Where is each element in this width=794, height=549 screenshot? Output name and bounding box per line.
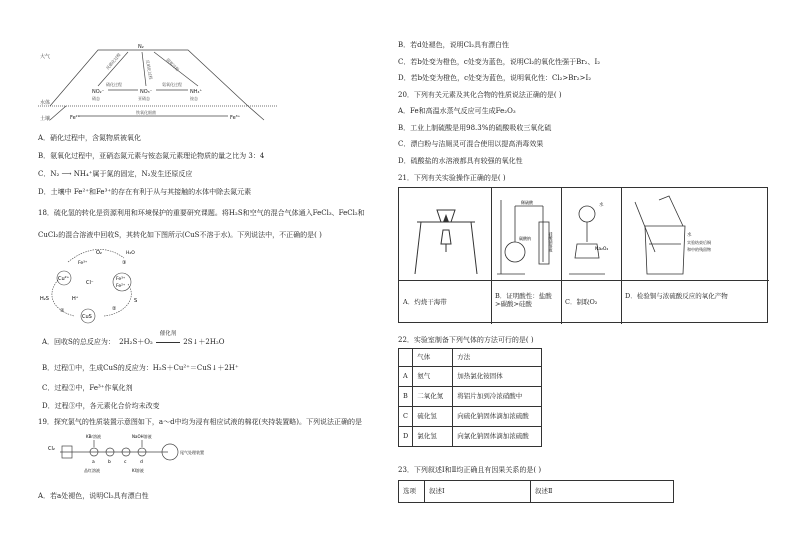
- q19-stem: 19．探究氯气的性质装置示意图如下，a～d中均为浸有相应试液的棉花(夹持装置略)。下列说法正确的是: [38, 418, 363, 426]
- q17-option-b: B．氨氧化过程中，亚硝态氮元素与铵态氮元素理论物质的量之比为 3：4: [38, 152, 265, 160]
- q18-option-a-arrow: [155, 331, 181, 347]
- label-fe-oxidation: 铁氧化细菌: [136, 110, 156, 115]
- q22-header-cell: [399, 349, 413, 367]
- label-nh4-water: NH₄⁺: [190, 89, 203, 95]
- q17-option-a: A．硝化过程中，含氮物质被氧化: [38, 134, 142, 142]
- apparatus-outlet: 尾气处理装置: [180, 450, 204, 455]
- label-soil: 土壤: [40, 116, 51, 122]
- q22-header-row: [399, 349, 542, 367]
- q21-d-water: 水: [687, 233, 692, 238]
- label-reverse: 反硝化过程: [145, 59, 154, 80]
- q19-option-b: B．若d处褪色，说明Cl₂具有漂白性: [398, 41, 510, 49]
- q18-option-b: B．过程①中，生成CuS的反应为：H₂S＋Cu²⁺＝CuS↓＋2H⁺: [42, 364, 239, 372]
- q22-row: [399, 367, 542, 387]
- q21-option-b: B．证明酸性：盐酸>碳酸>硅酸: [495, 292, 552, 309]
- q21-option-c: C．制取O₂: [565, 298, 598, 306]
- label-anammox: 氨氧化过程: [162, 82, 182, 87]
- q22-row: [399, 407, 542, 427]
- label-fe3: Fe³⁺: [230, 115, 241, 121]
- cycle-step-2: ②: [112, 306, 117, 312]
- q22-row: [399, 427, 542, 447]
- q23-header-cell: 叙述Ⅰ: [425, 481, 531, 503]
- q17-option-c: C．N₂ ⟶ NH₄⁺属于氮的固定，N₂发生还原反应: [38, 170, 193, 178]
- q22-cell: 氯化氢: [413, 427, 453, 447]
- label-fe2: Fe²⁺: [70, 115, 81, 121]
- q23-header-row: [399, 481, 674, 503]
- q18-option-a-reactants: 2H₂S＋O₂: [119, 338, 153, 346]
- apparatus-naoh: NaOH溶液: [132, 434, 152, 439]
- q21-b-sil: 硅酸钠溶液: [548, 232, 554, 252]
- q21-b-salt: 碳酸钠: [519, 236, 531, 241]
- apparatus-a: a: [92, 460, 95, 465]
- cycle-cu2: Cu²⁺: [58, 276, 70, 282]
- q22-header-cell: 方法: [453, 349, 542, 367]
- q23-stem: 23．下列叙述Ⅰ和Ⅱ均正确且有因果关系的是( ): [398, 466, 542, 474]
- label-n2: N₂: [138, 44, 144, 50]
- q18-option-a-catalyst: 催化剂: [159, 331, 177, 337]
- q20-option-c: C．漂白粉与洁厕灵可混合使用以提高消毒效果: [398, 140, 544, 148]
- cycle-fe3: Fe³⁺: [116, 277, 126, 282]
- q22-row: [399, 387, 542, 407]
- label-no2: NO₂⁻: [92, 89, 105, 95]
- label-n-fix: 固氮过程: [165, 57, 181, 73]
- q23-header-cell: 选项: [399, 481, 425, 503]
- cycle-h: H⁺: [72, 296, 79, 302]
- q18-option-a-equation: [119, 331, 225, 347]
- q22-stem: 22．实验室制备下列气体的方法可行的是( ): [398, 336, 534, 344]
- q22-cell: 将铝片加到冷浓硝酸中: [453, 387, 542, 407]
- q21-image-c: [565, 192, 619, 278]
- q21-d-note1: 实验结束后铜: [687, 240, 711, 245]
- q20-option-b: B．工业上制硫酸是用98.3%的硫酸吸收三氧化硫: [398, 124, 552, 132]
- q19-option-d: D．若b处变为橙色，c处变为蓝色，说明氧化性：Cl₂>Br₂>I₂: [398, 74, 592, 82]
- apparatus-d: d: [140, 460, 143, 465]
- q20-option-a: A．Fe和高温水蒸气反应可生成Fe₂O₃: [398, 107, 516, 115]
- q22-table: [398, 348, 542, 447]
- label-water: 水体: [40, 100, 51, 106]
- q22-cell: A: [399, 367, 413, 387]
- q18-stem-2: CuCl₂的混合溶液中回收S，其转化如下图所示(CuS不溶于水)。下列说法中，不正确的是( ): [38, 231, 322, 239]
- q22-cell: C: [399, 407, 413, 427]
- q21-image-a: [407, 192, 485, 278]
- label-no3: NO₃⁻: [140, 89, 153, 95]
- q21-option-d: D．检验铜与浓硫酸反应的氧化产物: [625, 292, 728, 300]
- q23-header-cell: 叙述Ⅱ: [531, 481, 674, 503]
- cycle-h2o: H₂O: [126, 251, 135, 256]
- q22-cell: B: [399, 387, 413, 407]
- label-atmosphere: 大气: [40, 54, 51, 60]
- q18-option-a: [42, 331, 227, 347]
- sulfur-cycle-diagram: [38, 244, 148, 328]
- label-nitrify: 硝化过程: [106, 82, 122, 87]
- q21-c-na2o2: Na₂O₂: [595, 247, 609, 252]
- q17-option-d: D．土壤中 Fe²⁺和Fe³⁺的存在有利于从与其接触的水体中除去氮元素: [38, 188, 252, 196]
- q22-cell: 向氯化钠固体滴加浓硫酸: [453, 427, 542, 447]
- q21-image-d: [625, 192, 767, 278]
- apparatus-label-d: KI溶液: [132, 468, 144, 473]
- cycle-h2s: H₂S: [40, 296, 49, 302]
- q21-b-acid: 稀硫酸: [521, 200, 533, 205]
- apparatus-b: b: [108, 460, 111, 465]
- q23-table: [398, 480, 674, 503]
- apparatus-c: c: [124, 460, 127, 465]
- q22-cell: 二氧化氮: [413, 387, 453, 407]
- q18-option-a-prefix: A．回收S的总反应为：: [42, 338, 115, 346]
- q18-option-c: C．过程②中，Fe³⁺作氧化剂: [42, 384, 133, 392]
- cycle-o2: O₂: [96, 250, 102, 256]
- q18-option-d: D．过程③中，各元素化合价均未改变: [42, 402, 160, 410]
- label-denitrify: 反硝化过程: [104, 52, 122, 71]
- cycle-step-1: ①: [60, 308, 65, 314]
- apparatus-cl2: Cl₂: [48, 446, 55, 452]
- cycle-cl: Cl⁻: [86, 280, 94, 286]
- apparatus-kbr: KBr溶液: [86, 434, 102, 439]
- cycle-cus: CuS: [82, 314, 92, 320]
- nitrogen-cycle-diagram: [38, 30, 278, 130]
- label-nitrate-state: 亚硝态: [138, 96, 150, 101]
- chlorine-apparatus: [48, 428, 208, 476]
- apparatus-label-a: 品红溶液: [84, 468, 100, 473]
- q20-option-d: D．硫酸盐的水溶液都具有较强的氧化性: [398, 157, 523, 165]
- q20-stem: 20．下列有关元素及其化合物的性质说法正确的是( ): [398, 91, 562, 99]
- q18-option-a-products: 2S↓＋2H₂O: [183, 338, 225, 346]
- label-nitrite-state: 硝态: [92, 96, 100, 101]
- q22-cell: 加热氯化铵固体: [453, 367, 542, 387]
- q22-header-cell: 气体: [413, 349, 453, 367]
- cycle-fe2: Fe²⁺: [116, 284, 126, 289]
- q21-table: [398, 187, 768, 323]
- q22-cell: 氨气: [413, 367, 453, 387]
- q22-cell: 向硫化钠固体滴加浓硫酸: [453, 407, 542, 427]
- q22-cell: 硫化氢: [413, 407, 453, 427]
- q18-stem-1: 18．硫化氢的转化是资源利用和环境保护的重要研究课题。将H₂S和空气的混合气体通入FeCl₃、FeCl₂和: [38, 209, 365, 217]
- q21-d-note2: 和中的残留物: [687, 247, 711, 252]
- label-ammonia-state: 铵态: [190, 96, 198, 101]
- cycle-fe3b: Fe³⁺: [78, 261, 88, 266]
- cycle-step-3: ③: [122, 260, 127, 266]
- q19-option-a: A．若a处褪色，说明Cl₂具有漂白性: [38, 492, 149, 500]
- q21-image-b: [495, 192, 559, 278]
- q21-c-water: 水: [599, 203, 604, 208]
- cycle-s: S: [134, 298, 138, 304]
- q19-option-c: C．若b处变为橙色，c处变为蓝色，说明Cl₂的氧化性强于Br₂、I₂: [398, 58, 601, 66]
- q21-option-a: A．灼烧干海带: [403, 298, 447, 306]
- q22-cell: D: [399, 427, 413, 447]
- q21-stem: 21．下列有关实验操作正确的是( ): [398, 174, 506, 182]
